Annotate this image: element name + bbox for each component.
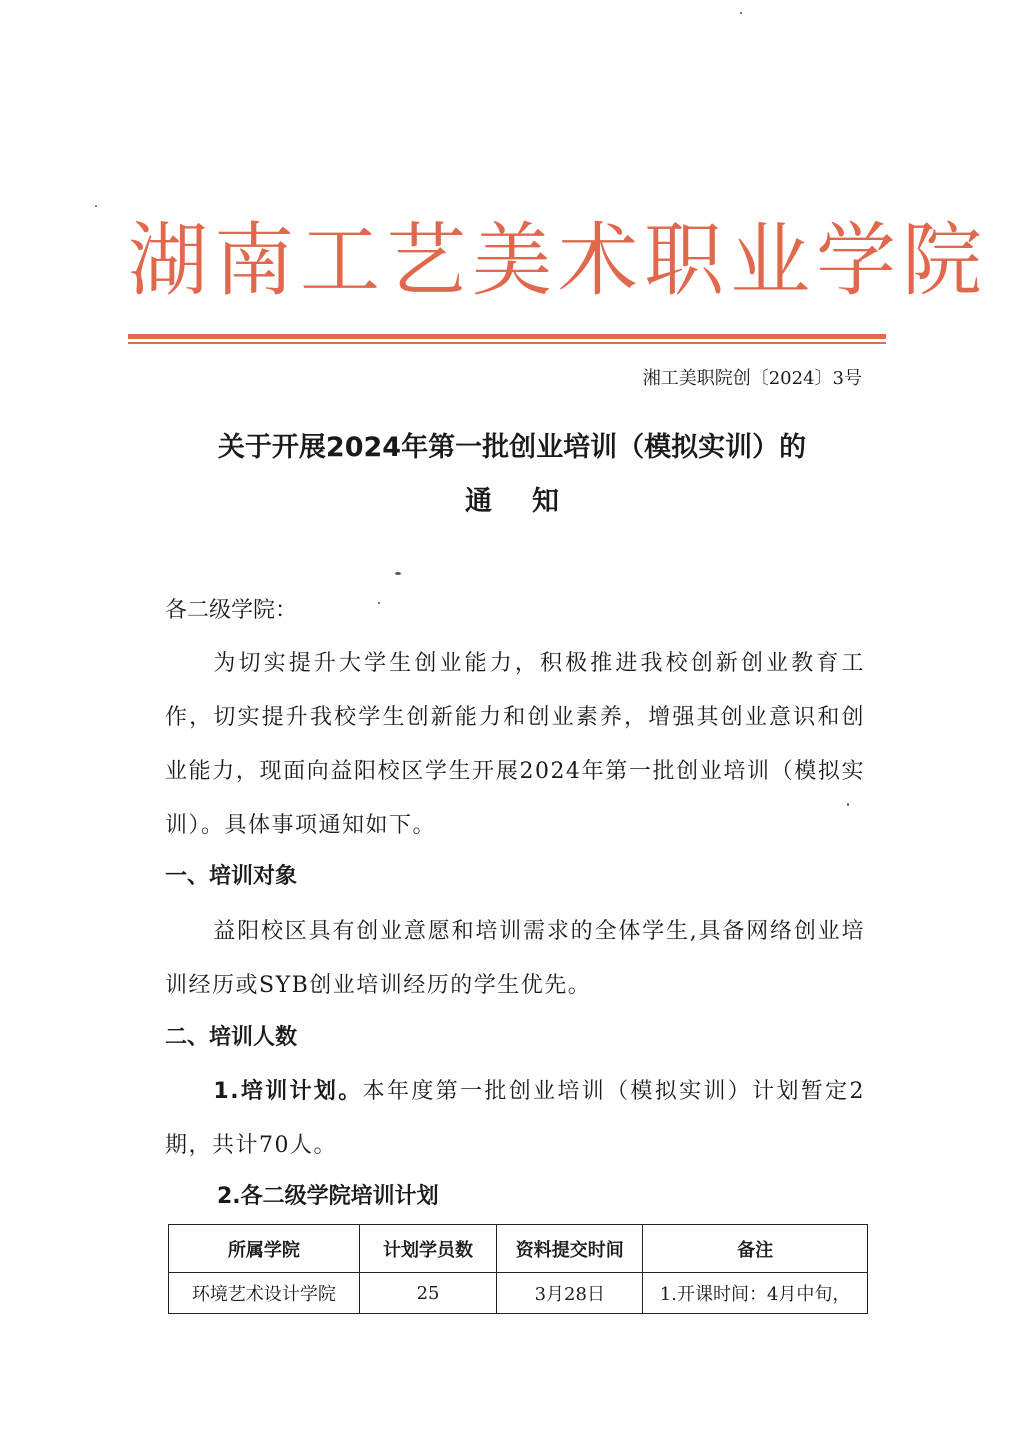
table-header-cell: 所属学院 — [169, 1225, 360, 1273]
scan-speck — [847, 803, 849, 806]
table-header-cell: 资料提交时间 — [497, 1225, 643, 1273]
training-plan-table — [168, 1224, 868, 1314]
scan-speck — [378, 602, 380, 604]
table-cell: 环境艺术设计学院 — [169, 1273, 360, 1314]
scan-speck — [740, 12, 742, 14]
masthead-rule-thick — [128, 334, 886, 339]
notice-title-line2: 通知 — [465, 486, 599, 517]
section-heading-count: 二、培训人数 — [165, 1025, 298, 1050]
scan-speck — [95, 205, 97, 207]
salutation: 各二级学院： — [165, 598, 298, 623]
plan-lead: 1.培训计划。 — [213, 1079, 363, 1104]
table-cell: 3月28日 — [497, 1273, 643, 1314]
document-number: 湘工美职院创〔2024〕3号 — [642, 368, 862, 389]
plan-body: 本年度第一批创业培训（模拟实训）计划暂定2期，共计70人。 — [165, 1079, 865, 1158]
table-header-cell: 计划学员数 — [359, 1225, 497, 1273]
college-plan-heading: 2.各二级学院培训计划 — [217, 1184, 439, 1209]
notice-title-line1: 关于开展2024年第一批创业培训（模拟实训）的 — [217, 432, 807, 463]
table-cell: 25 — [359, 1273, 497, 1314]
intro-paragraph: 为切实提升大学生创业能力，积极推进我校创新创业教育工作，切实提升我校学生创新能力和创业素养，增强其创业意识和创业能力，现面向益阳校区学生开展2024年第一批创业培训（模拟实训）。具体事项通知如下。 — [165, 651, 865, 838]
table-row — [169, 1273, 868, 1314]
section-heading-trainees: 一、培训对象 — [165, 864, 298, 889]
table-header-row — [169, 1225, 868, 1273]
plan-paragraph — [165, 1065, 865, 1173]
masthead-rule-thin — [128, 342, 886, 344]
table-header-cell: 备注 — [643, 1225, 868, 1273]
institution-masthead: 湖南工艺美术职业学院 — [128, 214, 988, 307]
trainees-paragraph: 益阳校区具有创业意愿和培训需求的全体学生,具备网络创业培训经历或SYB创业培训经历的学生优先。 — [165, 919, 865, 998]
table-cell: 1.开课时间：4月中旬， — [643, 1273, 868, 1314]
scan-speck — [395, 572, 401, 575]
